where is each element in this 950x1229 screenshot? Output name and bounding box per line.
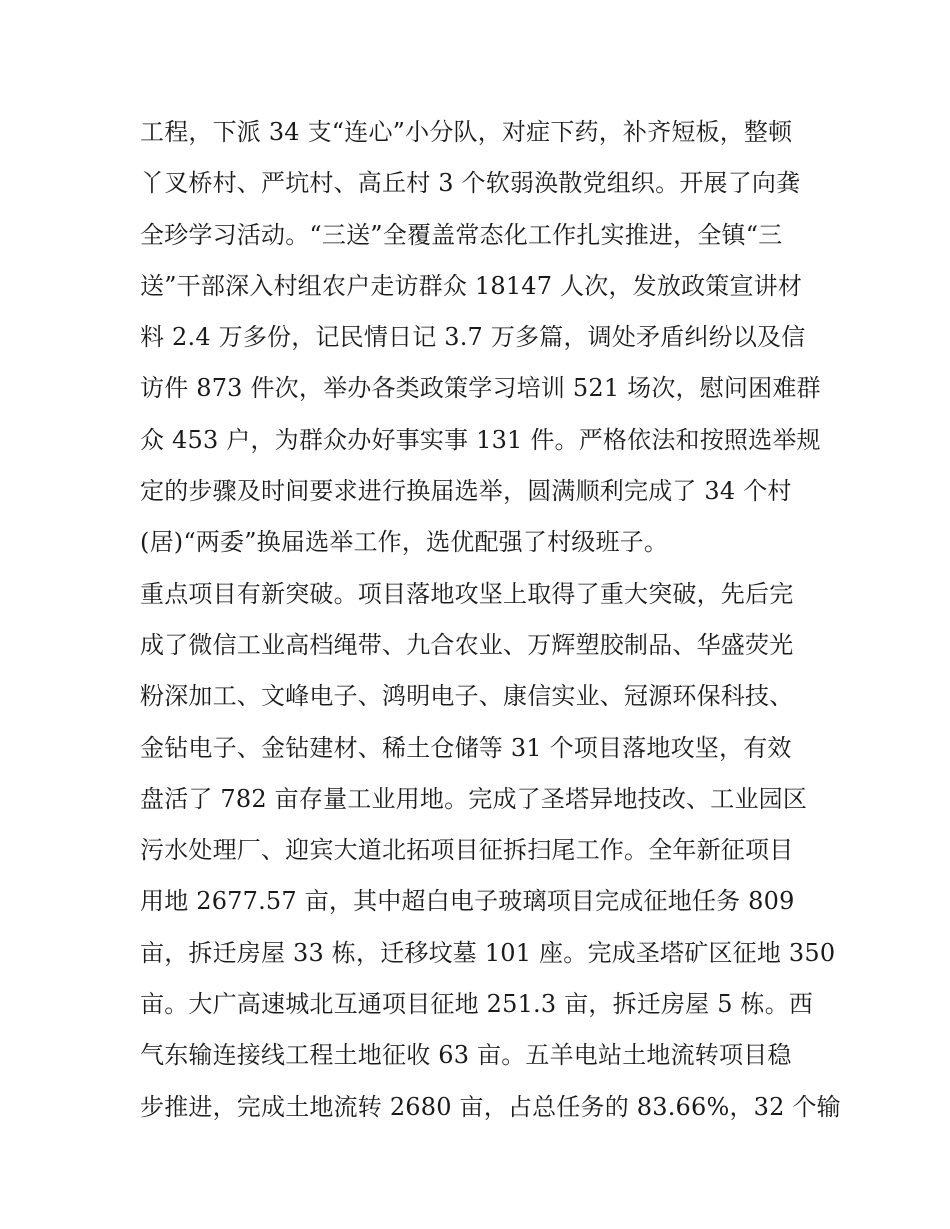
text-line-8: 定的步骤及时间要求进行换届选举，圆满顺利完成了 34 个村 bbox=[140, 477, 792, 506]
text-line-10: 重点项目有新突破。项目落地攻坚上取得了重大突破，先后完 bbox=[140, 579, 794, 608]
text-line-1: 工程，下派 34 支“连心”小分队，对症下药，补齐短板，整顿 bbox=[140, 118, 793, 146]
body-text bbox=[140, 107, 841, 1133]
text-line-17: 亩，拆迁房屋 33 栋，迁移坟墓 101 座。完成圣塔矿区征地 350 bbox=[140, 938, 836, 967]
text-line-20: 步推进，完成土地流转 2680 亩，占总任务的 83.66%，32 个输 bbox=[140, 1092, 841, 1121]
text-line-4: 送”干部深入村组农户走访群众 18147 人次，发放政策宣讲材 bbox=[140, 271, 803, 300]
text-line-2: 丫叉桥村、严坑村、高丘村 3 个软弱涣散党组织。开展了向龚 bbox=[140, 169, 801, 198]
text-line-7: 众 453 户，为群众办好事实事 131 件。严格依法和按照选举规 bbox=[140, 425, 821, 454]
text-line-16: 用地 2677.57 亩，其中超白电子玻璃项目完成征地任务 809 bbox=[140, 887, 795, 916]
text-line-6: 访件 873 件次，举办各类政策学习培训 521 场次，慰问困难群 bbox=[140, 374, 821, 403]
text-line-14: 盘活了 782 亩存量工业用地。完成了圣塔异地技改、工业园区 bbox=[140, 784, 808, 813]
text-line-13: 金钻电子、金钻建材、稀土仓储等 31 个项目落地攻坚，有效 bbox=[140, 733, 792, 762]
text-line-19: 气东输连接线工程土地征收 63 亩。五羊电站土地流转项目稳 bbox=[140, 1041, 792, 1070]
text-line-15: 污水处理厂、迎宾大道北拓项目征拆扫尾工作。全年新征项目 bbox=[140, 836, 794, 865]
text-line-3: 全珍学习活动。“三送”全覆盖常态化工作扎实推进，全镇“三 bbox=[140, 220, 783, 249]
text-line-9: (居)“两委”换届选举工作，选优配强了村级班子。 bbox=[140, 528, 669, 557]
text-line-5: 料 2.4 万多份，记民情日记 3.7 万多篇，调处矛盾纠纷以及信 bbox=[140, 323, 806, 352]
text-line-12: 粉深加工、文峰电子、鸿明电子、康信实业、冠源环保科技、 bbox=[140, 682, 794, 711]
text-line-18: 亩。大广高速城北互通项目征地 251.3 亩，拆迁房屋 5 栋。西 bbox=[140, 990, 814, 1019]
text-line-11: 成了微信工业高档绳带、九合农业、万辉塑胶制品、华盛荧光 bbox=[140, 630, 794, 659]
